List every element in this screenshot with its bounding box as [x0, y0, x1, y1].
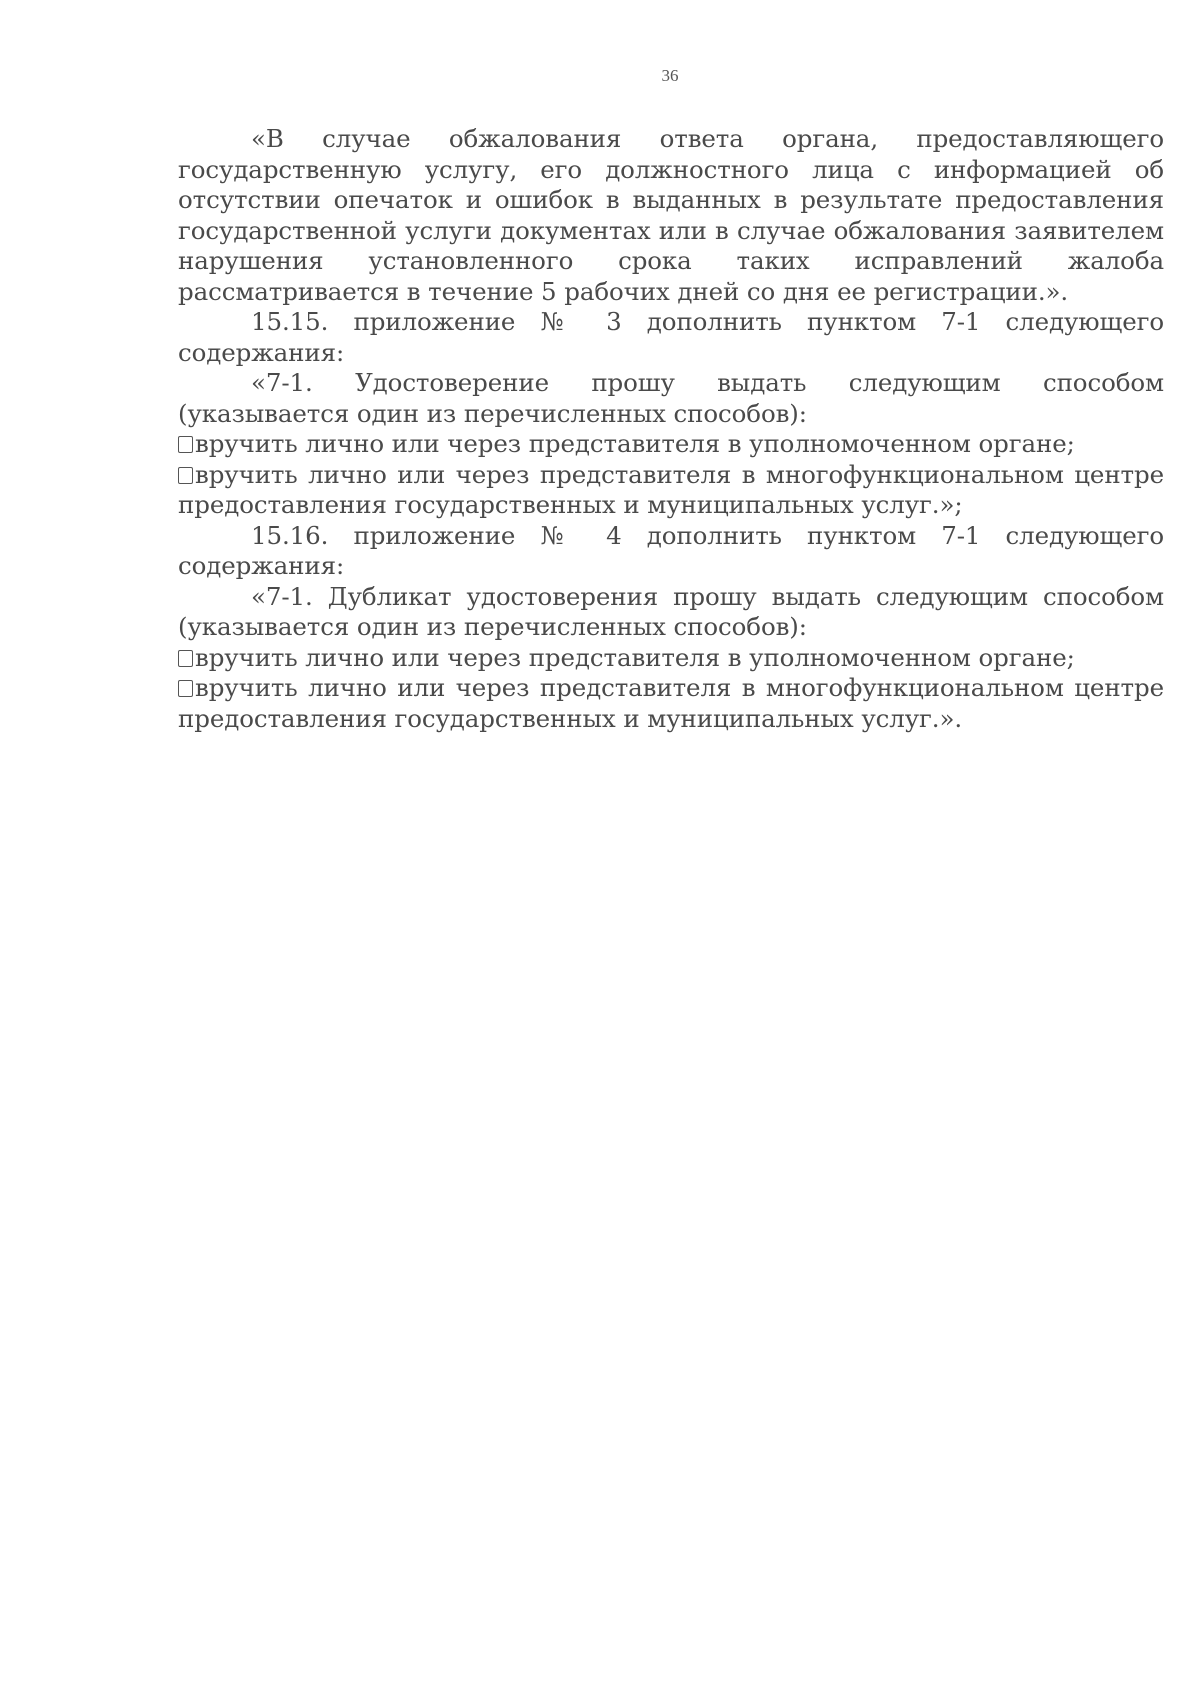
document-body [178, 124, 1164, 734]
checkbox-option [178, 429, 1164, 460]
checkbox-icon [178, 680, 193, 697]
paragraph-amendment-15-16: 15.16. приложение № 4 дополнить пунктом 7-1 следующего содержания: [178, 520, 1164, 580]
paragraph-duplicate-delivery: «7-1. Дубликат удостоверения прошу выдать следующим способом (указывается один из перечисленных способов): [178, 581, 1164, 641]
checkbox-icon [178, 467, 193, 484]
checkbox-option-label: вручить лично или через представителя в уполномоченном органе; [195, 642, 1075, 672]
paragraph-complaint-terms: «В случае обжалования ответа органа, предоставляющего государственную услугу, его должностного лица с информацией об отсутствии опечаток и ошибок в выданных в результате предоставления государственной услуги документах или в случае обжалования заявителем нарушения установленного срока таких исправлений жалоба рассматривается в течение 5 рабочих дней со дня ее регистрации.». [178, 124, 1164, 306]
checkbox-option [178, 460, 1164, 521]
checkbox-option [178, 673, 1164, 734]
checkbox-icon [178, 650, 193, 667]
checkbox-option [178, 643, 1164, 674]
paragraph-amendment-15-15: 15.15. приложение № 3 дополнить пунктом 7-1 следующего содержания: [178, 307, 1164, 367]
checkbox-option-label: вручить лично или через представителя в уполномоченном органе; [195, 429, 1075, 458]
page-number: 36 [661, 66, 679, 85]
paragraph-certificate-delivery: «7-1. Удостоверение прошу выдать следующим способом (указывается один из перечисленных способов): [178, 368, 1164, 428]
checkbox-option-label: вручить лично или через представителя в многофункциональном центре предоставления государственных и муниципальных услуг.». [178, 673, 1164, 733]
checkbox-icon [178, 436, 193, 453]
checkbox-option-label: вручить лично или через представителя в многофункциональном центре предоставления государственных и муниципальных услуг.»; [178, 459, 1164, 519]
